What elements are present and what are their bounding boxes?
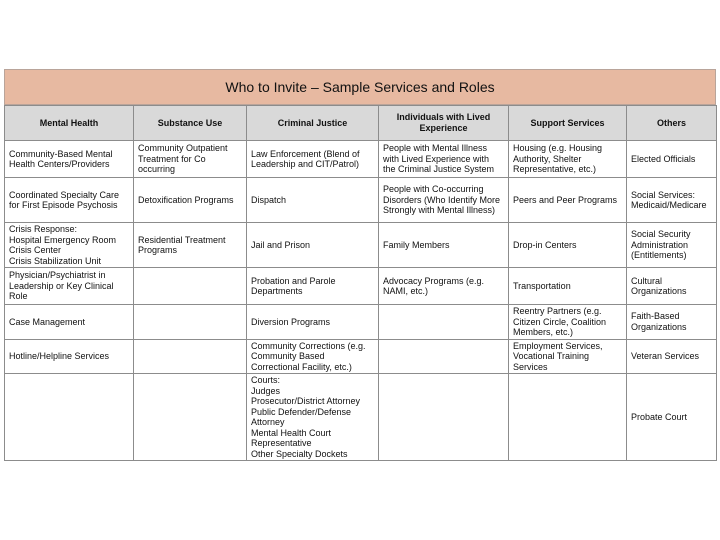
table-cell [134,339,247,374]
table-cell: Veteran Services [627,339,717,374]
table-cell: Faith-Based Organizations [627,305,717,340]
table-cell: Residential Treatment Programs [134,223,247,268]
table-cell: Family Members [379,223,509,268]
table-cell [134,268,247,305]
table-cell: Employment Services, Vocational Training Services [509,339,627,374]
table-cell: Jail and Prison [247,223,379,268]
header-row [5,106,717,141]
table-cell: Community Outpatient Treatment for Co occurring [134,141,247,178]
table-row [5,178,717,223]
table-cell [379,374,509,461]
table-row [5,305,717,340]
column-header-mental-health: Mental Health [5,106,134,141]
services-roles-table-container [4,69,716,461]
table-cell: Dispatch [247,178,379,223]
column-header-substance-use: Substance Use [134,106,247,141]
table-row [5,141,717,178]
table-cell: Law Enforcement (Blend of Leadership and CIT/Patrol) [247,141,379,178]
table-cell [379,339,509,374]
table-title: Who to Invite – Sample Services and Roles [4,69,716,105]
column-header-criminal-justice: Criminal Justice [247,106,379,141]
column-header-lived-experience: Individuals with Lived Experience [379,106,509,141]
table-cell [5,374,134,461]
table-cell: Advocacy Programs (e.g. NAMI, etc.) [379,268,509,305]
table-cell: Coordinated Specialty Care for First Episode Psychosis [5,178,134,223]
table-cell: Physician/Psychiatrist in Leadership or Key Clinical Role [5,268,134,305]
table-cell: People with Mental Illness with Lived Experience with the Criminal Justice System [379,141,509,178]
table-cell: Community-Based Mental Health Centers/Providers [5,141,134,178]
table-cell: Social Services: Medicaid/Medicare [627,178,717,223]
table-cell: Hotline/Helpline Services [5,339,134,374]
column-header-support-services: Support Services [509,106,627,141]
table-cell [134,374,247,461]
table-cell: Diversion Programs [247,305,379,340]
table-cell: People with Co-occurring Disorders (Who Identify More Strongly with Mental Illness) [379,178,509,223]
table-cell: Transportation [509,268,627,305]
table-row [5,374,717,461]
table-cell: Reentry Partners (e.g. Citizen Circle, Coalition Members, etc.) [509,305,627,340]
table-cell: Probation and Parole Departments [247,268,379,305]
table-cell: Crisis Response: Hospital Emergency Room Crisis Center Crisis Stabilization Unit [5,223,134,268]
table-row [5,339,717,374]
table-cell: Courts: Judges Prosecutor/District Attorney Public Defender/Defense Attorney Mental Health Court Representative Other Specialty Dockets [247,374,379,461]
table-cell: Drop-in Centers [509,223,627,268]
column-header-others: Others [627,106,717,141]
table-cell: Probate Court [627,374,717,461]
table-cell: Community Corrections (e.g. Community Based Correctional Facility, etc.) [247,339,379,374]
table-cell: Peers and Peer Programs [509,178,627,223]
table-cell: Detoxification Programs [134,178,247,223]
table-cell: Elected Officials [627,141,717,178]
table-cell: Case Management [5,305,134,340]
table-cell [509,374,627,461]
table-cell: Housing (e.g. Housing Authority, Shelter Representative, etc.) [509,141,627,178]
table-cell [134,305,247,340]
table-row [5,268,717,305]
services-roles-table [4,105,717,461]
table-cell [379,305,509,340]
table-cell: Cultural Organizations [627,268,717,305]
table-row [5,223,717,268]
table-cell: Social Security Administration (Entitlements) [627,223,717,268]
